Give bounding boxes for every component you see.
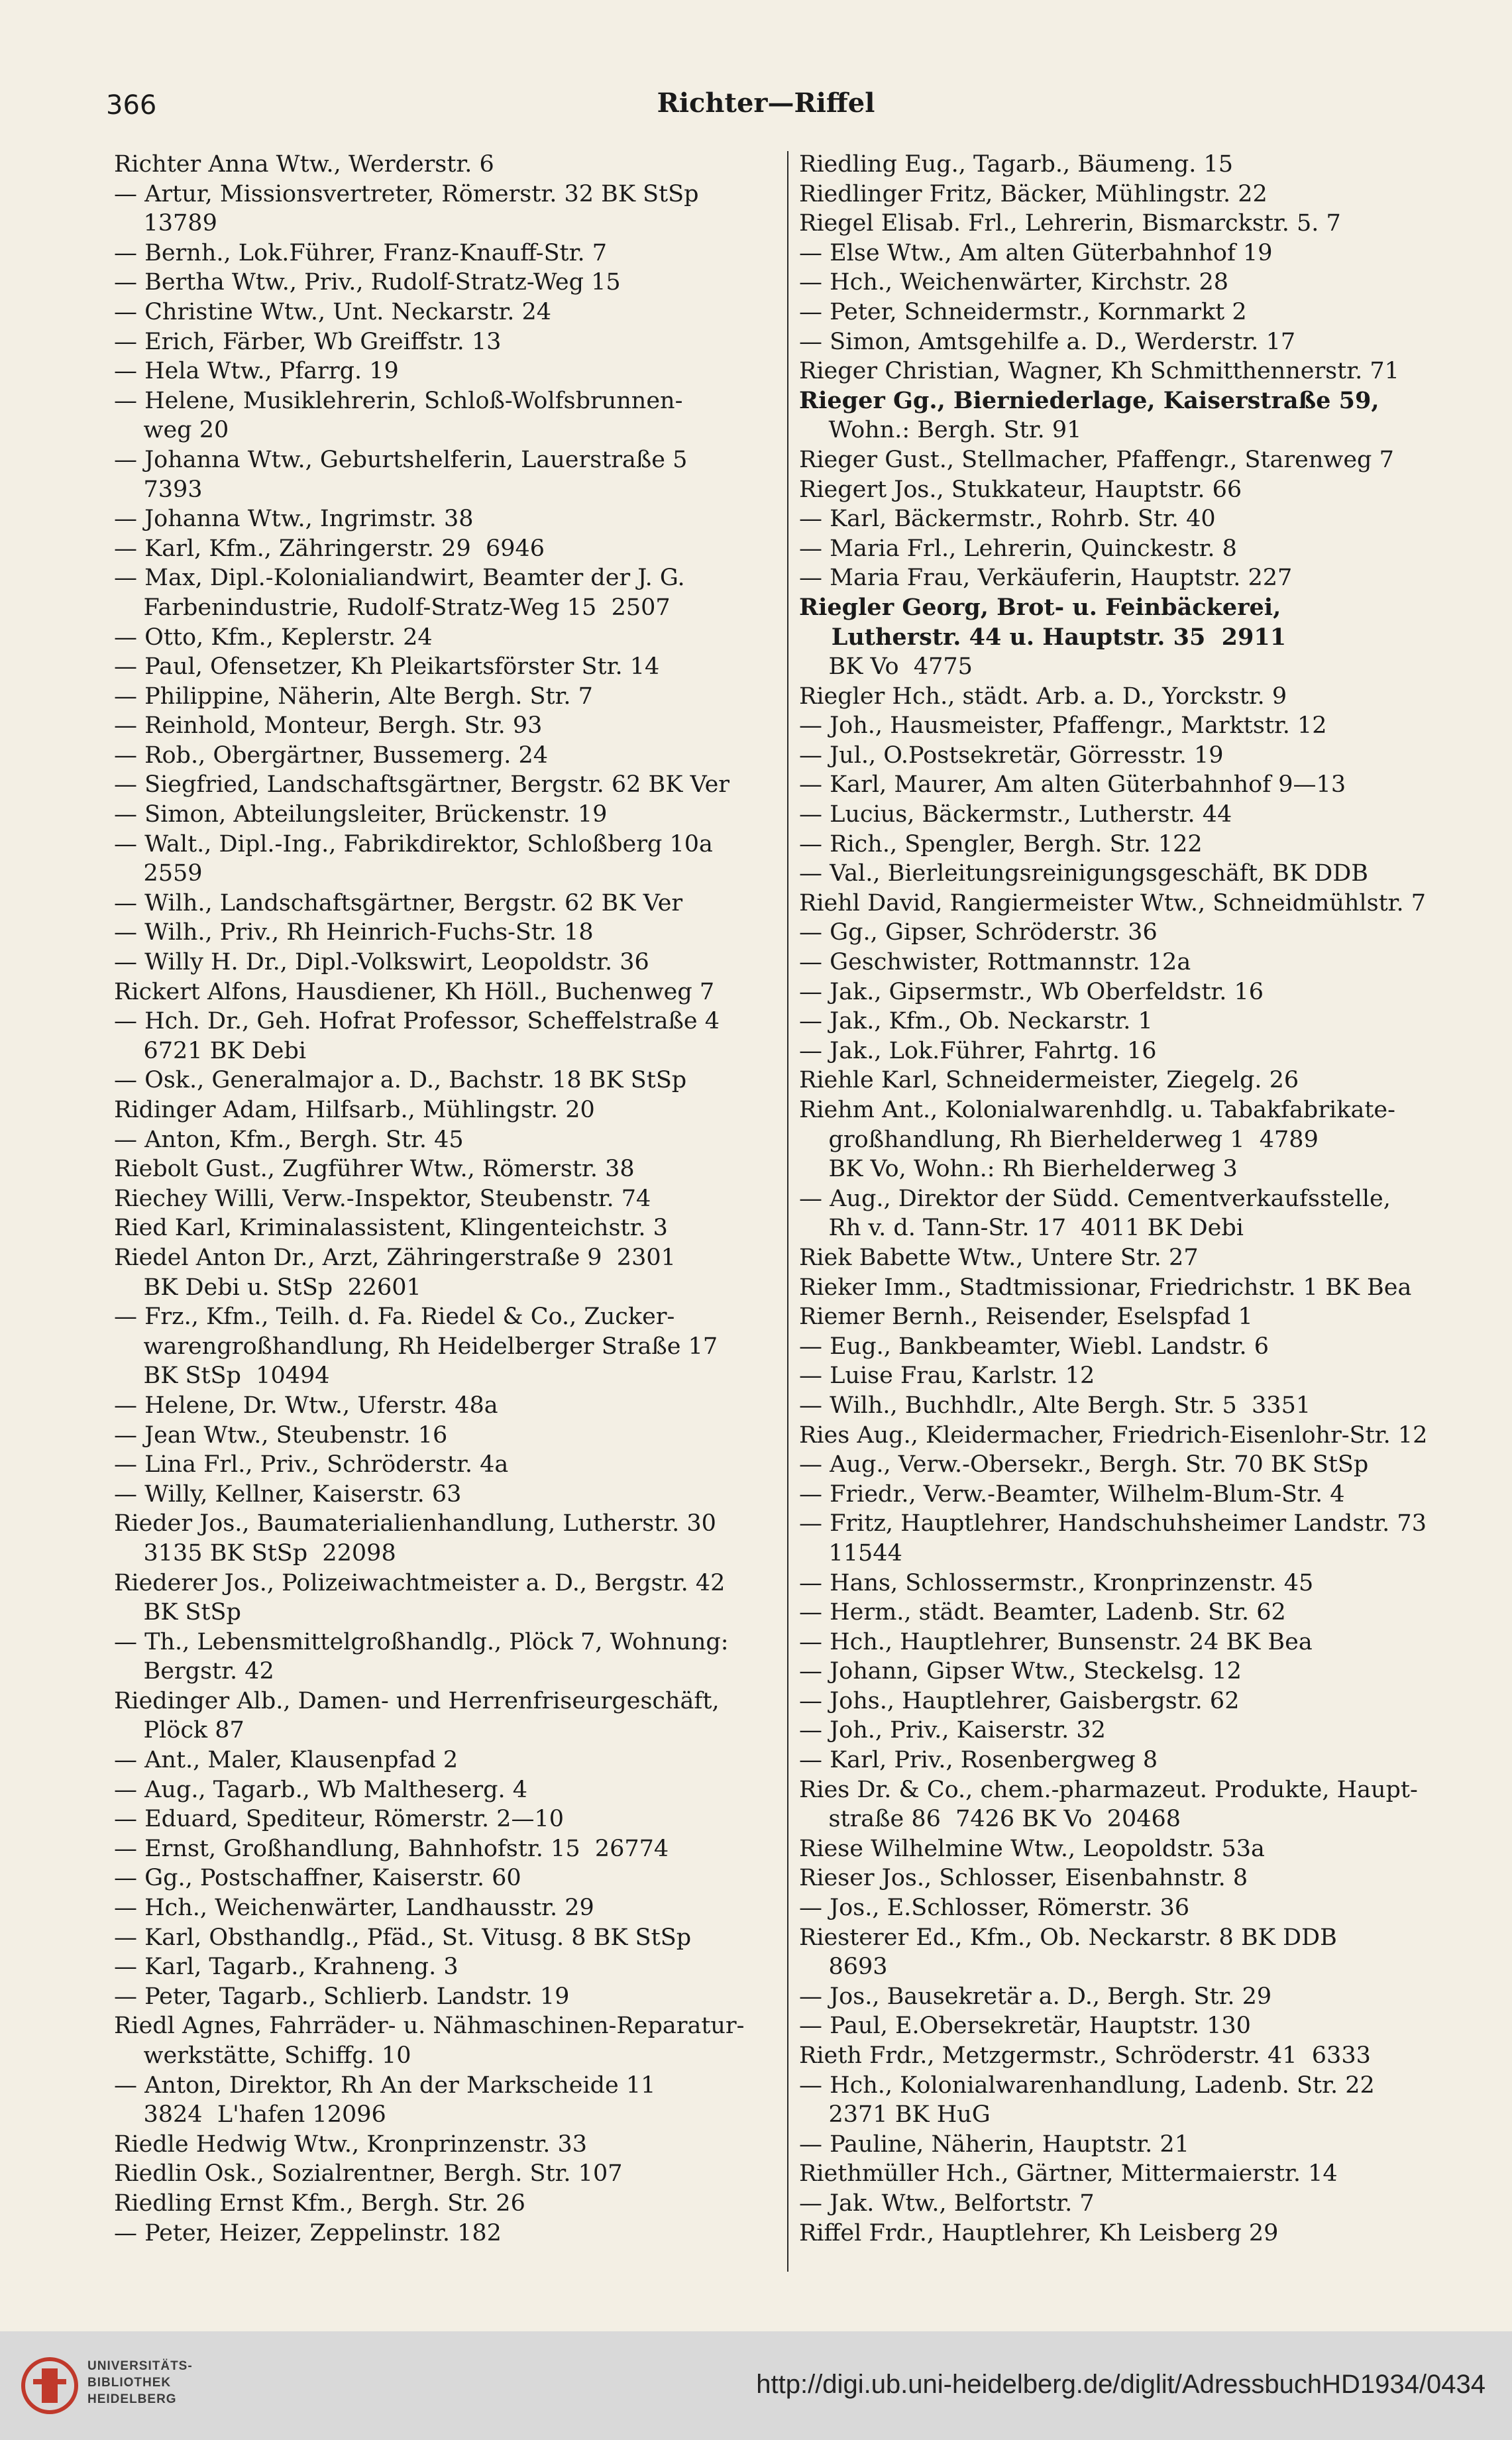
directory-entry: — Jak., Kfm., Ob. Neckarstr. 1: [799, 1008, 1153, 1035]
directory-entry: BK Vo, Wohn.: Rh Bierhelderweg 3: [799, 1156, 1238, 1183]
directory-entry: — Val., Bierleitungsreinigungsgeschäft, BK DDB: [799, 860, 1369, 887]
directory-entry: Riebolt Gust., Zugführer Wtw., Römerstr. 38: [114, 1156, 635, 1183]
directory-entry: — Otto, Kfm., Keplerstr. 24: [114, 624, 433, 651]
directory-entry: — Aug., Direktor der Südd. Cementverkaufsstelle,: [799, 1185, 1391, 1212]
directory-entry: — Willy H. Dr., Dipl.-Volkswirt, Leopoldstr. 36: [114, 949, 649, 976]
directory-entry: — Reinhold, Monteur, Bergh. Str. 93: [114, 712, 543, 740]
source-link[interactable]: http://digi.ub.uni-heidelberg.de/diglit/AdressbuchHD1934/0434: [756, 2370, 1485, 2399]
directory-entry: — Friedr., Verw.-Beamter, Wilhelm-Blum-Str. 4: [799, 1480, 1345, 1508]
directory-entry: — Herm., städt. Beamter, Ladenb. Str. 62: [799, 1599, 1286, 1626]
directory-entry: — Th., Lebensmittelgroßhandlg., Plöck 7, Wohnung:: [114, 1628, 729, 1655]
directory-entry: — Hch. Dr., Geh. Hofrat Professor, Scheffelstraße 4: [114, 1008, 720, 1035]
directory-entry: — Karl, Bäckermstr., Rohrb. Str. 40: [799, 506, 1216, 533]
directory-entry: — Johs., Hauptlehrer, Gaisbergstr. 62: [799, 1687, 1240, 1714]
directory-entry: werkstätte, Schiffg. 10: [114, 2042, 411, 2069]
directory-entry: — Walt., Dipl.-Ing., Fabrikdirektor, Schloßberg 10a: [114, 830, 713, 858]
directory-entry: 2371 BK HuG: [799, 2101, 991, 2129]
directory-entry: — Maria Frau, Verkäuferin, Hauptstr. 227: [799, 565, 1293, 592]
directory-entry: — Jos., E.Schlosser, Römerstr. 36: [799, 1895, 1190, 1922]
directory-entry: — Jos., Bausekretär a. D., Bergh. Str. 29: [799, 1983, 1272, 2010]
directory-entry: — Aug., Tagarb., Wb Maltheserg. 4: [114, 1776, 528, 1803]
directory-entry: Farbenindustrie, Rudolf-Stratz-Weg 15 2507: [114, 594, 671, 621]
directory-entry: Riehm Ant., Kolonialwarenhdlg. u. Tabakfabrikate-: [799, 1097, 1395, 1123]
directory-entry: Rh v. d. Tann-Str. 17 4011 BK Debi: [799, 1215, 1244, 1242]
directory-entry: — Artur, Missionsvertreter, Römerstr. 32 BK StSp: [114, 180, 699, 207]
directory-entry: — Helene, Musiklehrerin, Schloß-Wolfsbrunnen-: [114, 387, 683, 414]
directory-entry: — Ernst, Großhandlung, Bahnhofstr. 15 26774: [114, 1835, 669, 1862]
directory-entry: — Philippine, Näherin, Alte Bergh. Str. 7: [114, 683, 593, 710]
directory-entry: 2559: [114, 860, 203, 887]
directory-entry: Riedel Anton Dr., Arzt, Zähringerstraße 9 2301: [114, 1244, 676, 1271]
directory-entry: — Johann, Gipser Wtw., Steckelsg. 12: [799, 1658, 1242, 1685]
directory-entry: — Peter, Schneidermstr., Kornmarkt 2: [799, 298, 1247, 325]
directory-entry: — Wilh., Buchhdlr., Alte Bergh. Str. 5 3351: [799, 1392, 1311, 1419]
directory-entry: — Anton, Direktor, Rh An der Markscheide 11: [114, 2072, 656, 2099]
directory-entry: Riedlinger Fritz, Bäcker, Mühlingstr. 22: [799, 180, 1268, 207]
library-seal-icon: [20, 2349, 80, 2423]
directory-entry: 7393: [114, 476, 203, 503]
directory-entry: Riehle Karl, Schneidermeister, Ziegelg. 26: [799, 1067, 1299, 1094]
directory-entry: — Max, Dipl.-Kolonialiandwirt, Beamter der J. G.: [114, 565, 685, 592]
directory-entry: — Ant., Maler, Klausenpfad 2: [114, 1747, 459, 1774]
directory-entry: — Jak., Gipsermstr., Wb Oberfeldstr. 16: [799, 978, 1264, 1005]
directory-entry: 13789: [114, 210, 217, 237]
directory-entry: — Maria Frl., Lehrerin, Quinckestr. 8: [799, 535, 1237, 562]
directory-entry: — Bernh., Lok.Führer, Franz-Knauff-Str. 7: [114, 239, 608, 266]
directory-entry: — Christine Wtw., Unt. Neckarstr. 24: [114, 298, 551, 325]
directory-entry: Rieger Christian, Wagner, Kh Schmitthennerstr. 71: [799, 358, 1399, 385]
directory-entry: — Karl, Obsthandlg., Pfäd., St. Vitusg. 8 BK StSp: [114, 1924, 692, 1951]
directory-entry: Richter Anna Wtw., Werderstr. 6: [114, 151, 494, 178]
directory-entry: Rieser Jos., Schlosser, Eisenbahnstr. 8: [799, 1865, 1248, 1892]
directory-entry: 11544: [799, 1539, 902, 1567]
directory-entry: großhandlung, Rh Bierhelderweg 1 4789: [799, 1126, 1319, 1153]
directory-entry: Riegel Elisab. Frl., Lehrerin, Bismarckstr. 5. 7: [799, 210, 1341, 237]
directory-entry: — Peter, Tagarb., Schlierb. Landstr. 19: [114, 1983, 570, 2010]
directory-entry: — Karl, Tagarb., Krahneng. 3: [114, 1954, 459, 1981]
directory-entry: BK StSp 10494: [114, 1362, 330, 1390]
running-head: Richter—Riffel: [657, 87, 875, 119]
directory-entry: — Jean Wtw., Steubenstr. 16: [114, 1421, 448, 1449]
directory-entry: Lutherstr. 44 u. Hauptstr. 35 2911: [799, 623, 1287, 651]
directory-entry: BK StSp: [114, 1599, 241, 1626]
directory-entry: Riedling Ernst Kfm., Bergh. Str. 26: [114, 2190, 525, 2217]
directory-entry: BK Debi u. StSp 22601: [114, 1274, 421, 1301]
directory-entry: — Erich, Färber, Wb Greiffstr. 13: [114, 328, 502, 355]
directory-entry: — Johanna Wtw., Geburtshelferin, Lauerstraße 5: [114, 446, 688, 473]
directory-entry: — Jul., O.Postsekretär, Görresstr. 19: [799, 742, 1224, 769]
directory-entry: — Geschwister, Rottmannstr. 12a: [799, 949, 1191, 976]
directory-entry: — Rich., Spengler, Bergh. Str. 122: [799, 830, 1203, 858]
directory-entry: Plöck 87: [114, 1717, 244, 1744]
directory-entry: Ries Dr. & Co., chem.-pharmazeut. Produkte, Haupt-: [799, 1776, 1418, 1803]
directory-entry: Riedle Hedwig Wtw., Kronprinzenstr. 33: [114, 2131, 587, 2158]
directory-entry: — Joh., Hausmeister, Pfaffengr., Marktstr. 12: [799, 712, 1327, 740]
directory-entry: — Lucius, Bäckermstr., Lutherstr. 44: [799, 801, 1232, 828]
directory-entry: Rickert Alfons, Hausdiener, Kh Höll., Buchenweg 7: [114, 978, 715, 1005]
library-name-line: UNIVERSITÄTS-: [87, 2359, 193, 2373]
directory-entry: — Eug., Bankbeamter, Wiebl. Landstr. 6: [799, 1333, 1269, 1360]
directory-entry: 8693: [799, 1954, 888, 1981]
directory-entry: — Lina Frl., Priv., Schröderstr. 4a: [114, 1451, 509, 1478]
directory-entry: — Hch., Weichenwärter, Landhausstr. 29: [114, 1895, 594, 1922]
left-column: [114, 150, 783, 2248]
directory-entry: — Jak. Wtw., Belfortstr. 7: [799, 2190, 1095, 2217]
directory-entry: Riethmüller Hch., Gärtner, Mittermaierstr. 14: [799, 2160, 1338, 2188]
directory-entry: — Johanna Wtw., Ingrimstr. 38: [114, 506, 474, 533]
right-column: [799, 150, 1468, 2248]
directory-entry: — Anton, Kfm., Bergh. Str. 45: [114, 1126, 464, 1153]
directory-entry: Rieder Jos., Baumaterialienhandlung, Lutherstr. 30: [114, 1510, 716, 1537]
directory-entry: Ridinger Adam, Hilfsarb., Mühlingstr. 20: [114, 1097, 595, 1123]
library-name-line: HEIDELBERG: [87, 2392, 177, 2406]
directory-entry: Ried Karl, Kriminalassistent, Klingenteichstr. 3: [114, 1215, 668, 1242]
directory-entry: — Frz., Kfm., Teilh. d. Fa. Riedel & Co., Zucker-: [114, 1303, 675, 1331]
page-number: 366: [106, 90, 157, 121]
directory-entry: 6721 BK Debi: [114, 1037, 307, 1064]
directory-entry: — Siegfried, Landschaftsgärtner, Bergstr. 62 BK Ver: [114, 771, 730, 799]
directory-entry: Riederer Jos., Polizeiwachtmeister a. D., Bergstr. 42: [114, 1569, 726, 1596]
directory-entry: Riedl Agnes, Fahrräder- u. Nähmaschinen-Reparatur-: [114, 2013, 745, 2040]
directory-entry: weg 20: [114, 417, 229, 444]
directory-entry: Riedlin Osk., Sozialrentner, Bergh. Str. 107: [114, 2160, 623, 2188]
directory-entry: BK Vo 4775: [799, 653, 973, 681]
directory-entry: Riehl David, Rangiermeister Wtw., Schneidmühlstr. 7: [799, 889, 1427, 916]
directory-entry: Riegert Jos., Stukkateur, Hauptstr. 66: [799, 476, 1242, 503]
directory-entry: Rieth Frdr., Metzgermstr., Schröderstr. 41 6333: [799, 2042, 1371, 2069]
directory-entry: Riffel Frdr., Hauptlehrer, Kh Leisberg 29: [799, 2219, 1279, 2246]
directory-entry: Ries Aug., Kleidermacher, Friedrich-Eisenlohr-Str. 12: [799, 1421, 1428, 1449]
directory-entry: Wohn.: Bergh. Str. 91: [799, 417, 1082, 444]
directory-entry: Rieker Imm., Stadtmissionar, Friedrichstr. 1 BK Bea: [799, 1274, 1412, 1301]
directory-entry: — Simon, Abteilungsleiter, Brückenstr. 19: [114, 801, 608, 828]
directory-entry: — Joh., Priv., Kaiserstr. 32: [799, 1717, 1106, 1744]
directory-entry: Bergstr. 42: [114, 1658, 274, 1685]
column-divider: [787, 151, 788, 2272]
directory-entry: — Gg., Postschaffner, Kaiserstr. 60: [114, 1865, 521, 1892]
directory-entry: Riek Babette Wtw., Untere Str. 27: [799, 1244, 1199, 1271]
directory-entry: Rieger Gg., Bierniederlage, Kaiserstraße 59,: [799, 386, 1379, 414]
directory-entry: — Rob., Obergärtner, Bussemerg. 24: [114, 742, 549, 769]
directory-entry: — Hela Wtw., Pfarrg. 19: [114, 358, 399, 385]
directory-entry: Riemer Bernh., Reisender, Eselspfad 1: [799, 1303, 1253, 1331]
directory-entry: — Karl, Maurer, Am alten Güterbahnhof 9—13: [799, 771, 1346, 799]
directory-entry: — Gg., Gipser, Schröderstr. 36: [799, 919, 1158, 946]
directory-entry: Riedinger Alb., Damen- und Herrenfriseurgeschäft,: [114, 1687, 720, 1714]
directory-entry: — Jak., Lok.Führer, Fahrtg. 16: [799, 1037, 1157, 1064]
directory-entry: Riegler Georg, Brot- u. Feinbäckerei,: [799, 593, 1281, 621]
directory-entry: — Helene, Dr. Wtw., Uferstr. 48a: [114, 1392, 498, 1419]
directory-entry: — Fritz, Hauptlehrer, Handschuhsheimer Landstr. 73: [799, 1510, 1427, 1537]
directory-entry: Riechey Willi, Verw.-Inspektor, Steubenstr. 74: [114, 1185, 651, 1212]
directory-entry: — Paul, Ofensetzer, Kh Pleikartsförster Str. 14: [114, 653, 660, 681]
directory-entry: — Willy, Kellner, Kaiserstr. 63: [114, 1480, 462, 1508]
directory-entry: 3135 BK StSp 22098: [114, 1539, 396, 1567]
directory-entry: — Wilh., Landschaftsgärtner, Bergstr. 62 BK Ver: [114, 889, 683, 916]
directory-entry: — Osk., Generalmajor a. D., Bachstr. 18 BK StSp: [114, 1067, 687, 1094]
page-header: [106, 86, 1426, 126]
directory-entry: — Hch., Kolonialwarenhandlung, Ladenb. Str. 22: [799, 2072, 1375, 2099]
directory-entry: — Aug., Verw.-Obersekr., Bergh. Str. 70 BK StSp: [799, 1451, 1369, 1478]
directory-entry: — Wilh., Priv., Rh Heinrich-Fuchs-Str. 18: [114, 919, 594, 946]
directory-entry: — Karl, Priv., Rosenbergweg 8: [799, 1747, 1158, 1774]
directory-entry: 3824 L'hafen 12096: [114, 2101, 386, 2129]
library-name-line: BIBLIOTHEK: [87, 2376, 172, 2390]
directory-entry: warengroßhandlung, Rh Heidelberger Straße 17: [114, 1333, 718, 1360]
directory-entry: — Paul, E.Obersekretär, Hauptstr. 130: [799, 2013, 1251, 2040]
directory-entry: Rieger Gust., Stellmacher, Pfaffengr., Starenweg 7: [799, 446, 1394, 473]
directory-entry: — Bertha Wtw., Priv., Rudolf-Stratz-Weg 15: [114, 269, 621, 296]
directory-entry: — Hch., Hauptlehrer, Bunsenstr. 24 BK Bea: [799, 1628, 1313, 1655]
footer-bar: [0, 2331, 1512, 2440]
directory-entry: Riegler Hch., städt. Arb. a. D., Yorckstr. 9: [799, 683, 1287, 710]
library-name: [87, 2358, 193, 2408]
directory-entry: straße 86 7426 BK Vo 20468: [799, 1806, 1181, 1833]
directory-entry: — Karl, Kfm., Zähringerstr. 29 6946: [114, 535, 545, 562]
directory-entry: — Simon, Amtsgehilfe a. D., Werderstr. 17: [799, 328, 1296, 355]
directory-entry: Riesterer Ed., Kfm., Ob. Neckarstr. 8 BK DDB: [799, 1924, 1337, 1951]
directory-entry: — Hans, Schlossermstr., Kronprinzenstr. 45: [799, 1569, 1314, 1596]
directory-entry: — Hch., Weichenwärter, Kirchstr. 28: [799, 269, 1228, 296]
directory-entry: — Peter, Heizer, Zeppelinstr. 182: [114, 2219, 502, 2246]
directory-entry: Riese Wilhelmine Wtw., Leopoldstr. 53a: [799, 1835, 1265, 1862]
directory-entry: — Luise Frau, Karlstr. 12: [799, 1362, 1095, 1390]
directory-entry: — Else Wtw., Am alten Güterbahnhof 19: [799, 239, 1273, 266]
directory-entry: — Eduard, Spediteur, Römerstr. 2—10: [114, 1806, 565, 1833]
directory-entry: Riedling Eug., Tagarb., Bäumeng. 15: [799, 151, 1234, 178]
directory-entry: — Pauline, Näherin, Hauptstr. 21: [799, 2131, 1189, 2158]
